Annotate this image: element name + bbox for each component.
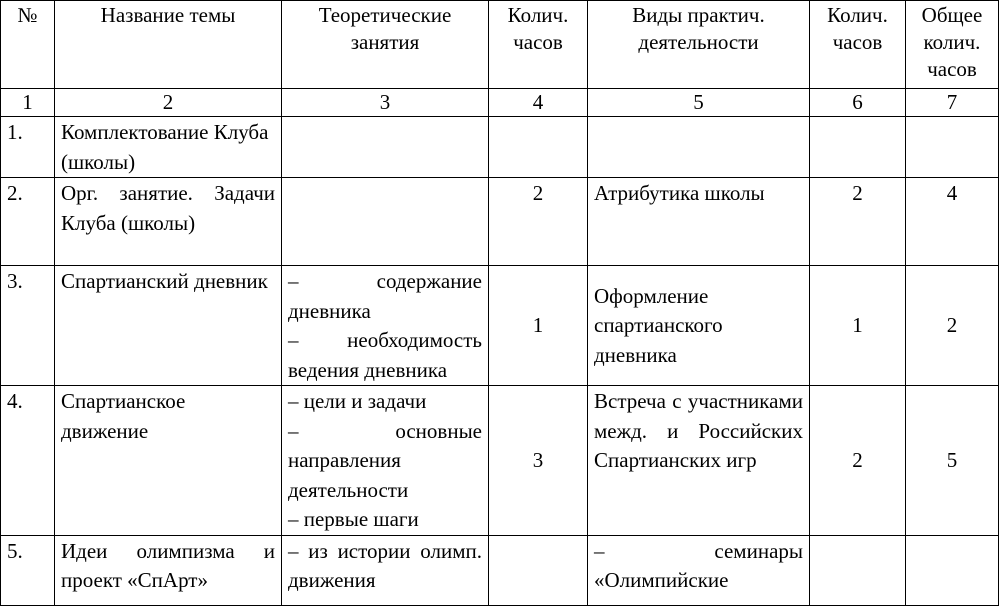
total-hours-cell: 5 <box>906 386 999 536</box>
practice-hours-cell <box>810 535 906 605</box>
topic-cell: Орг. занятие. Задачи Клуба (школы) <box>55 178 282 266</box>
table-row <box>1 178 999 266</box>
column-number: 5 <box>588 89 810 117</box>
practice-cell <box>588 117 810 178</box>
topic-cell: Идеи олимпизма и проект «СпАрт» <box>55 535 282 605</box>
theory-item: – необходимость ведения дневника <box>288 328 482 382</box>
theory-item: – цели и задачи <box>288 389 427 413</box>
topic-cell: Спартианское движение <box>55 386 282 536</box>
header-number: № <box>1 1 55 89</box>
practice-cell: Оформление спартианского дневника <box>588 266 810 386</box>
header-theory-hours: Колич. часов <box>489 1 588 89</box>
practice-hours-cell <box>810 117 906 178</box>
header-practice: Виды практич. деятельности <box>588 1 810 89</box>
header-theory: Теоретические занятия <box>282 1 489 89</box>
theory-hours-cell: 1 <box>489 266 588 386</box>
table-row <box>1 386 999 536</box>
column-number: 7 <box>906 89 999 117</box>
theory-hours-cell <box>489 535 588 605</box>
practice-cell: Атрибутика школы <box>588 178 810 266</box>
row-number: 2. <box>1 178 55 266</box>
theory-hours-cell <box>489 117 588 178</box>
row-number: 1. <box>1 117 55 178</box>
practice-cell: Встреча с участниками межд. и Российских Спартианских игр <box>588 386 810 536</box>
table-row <box>1 266 999 386</box>
theory-cell <box>282 535 489 605</box>
theory-item: – основные направления деятельности <box>288 418 482 502</box>
practice-cell: – семинары «Олимпийские <box>588 535 810 605</box>
column-number-row <box>1 89 999 117</box>
column-number: 6 <box>810 89 906 117</box>
header-total-hours: Общее колич. часов <box>906 1 999 89</box>
theory-hours-cell: 3 <box>489 386 588 536</box>
column-number: 4 <box>489 89 588 117</box>
table-row <box>1 117 999 178</box>
theory-item: – первые шаги <box>288 507 419 531</box>
column-number: 2 <box>55 89 282 117</box>
column-number: 1 <box>1 89 55 117</box>
table-row <box>1 535 999 605</box>
theory-hours-cell: 2 <box>489 178 588 266</box>
row-number: 3. <box>1 266 55 386</box>
practice-hours-cell: 1 <box>810 266 906 386</box>
total-hours-cell <box>906 117 999 178</box>
header-row <box>1 1 999 89</box>
theory-item: – из истории олимп. движения <box>288 538 482 592</box>
row-number: 5. <box>1 535 55 605</box>
theory-cell <box>282 178 489 266</box>
total-hours-cell: 2 <box>906 266 999 386</box>
row-number: 4. <box>1 386 55 536</box>
practice-hours-cell: 2 <box>810 178 906 266</box>
practice-hours-cell: 2 <box>810 386 906 536</box>
theory-cell <box>282 386 489 536</box>
theory-cell <box>282 117 489 178</box>
column-number: 3 <box>282 89 489 117</box>
theory-cell <box>282 266 489 386</box>
topic-cell: Спартианский дневник <box>55 266 282 386</box>
topic-cell: Комплектование Клуба (школы) <box>55 117 282 178</box>
total-hours-cell <box>906 535 999 605</box>
total-hours-cell: 4 <box>906 178 999 266</box>
theory-item: – содержание дневника <box>288 269 482 323</box>
header-practice-hours: Колич. часов <box>810 1 906 89</box>
header-topic: Название темы <box>55 1 282 89</box>
